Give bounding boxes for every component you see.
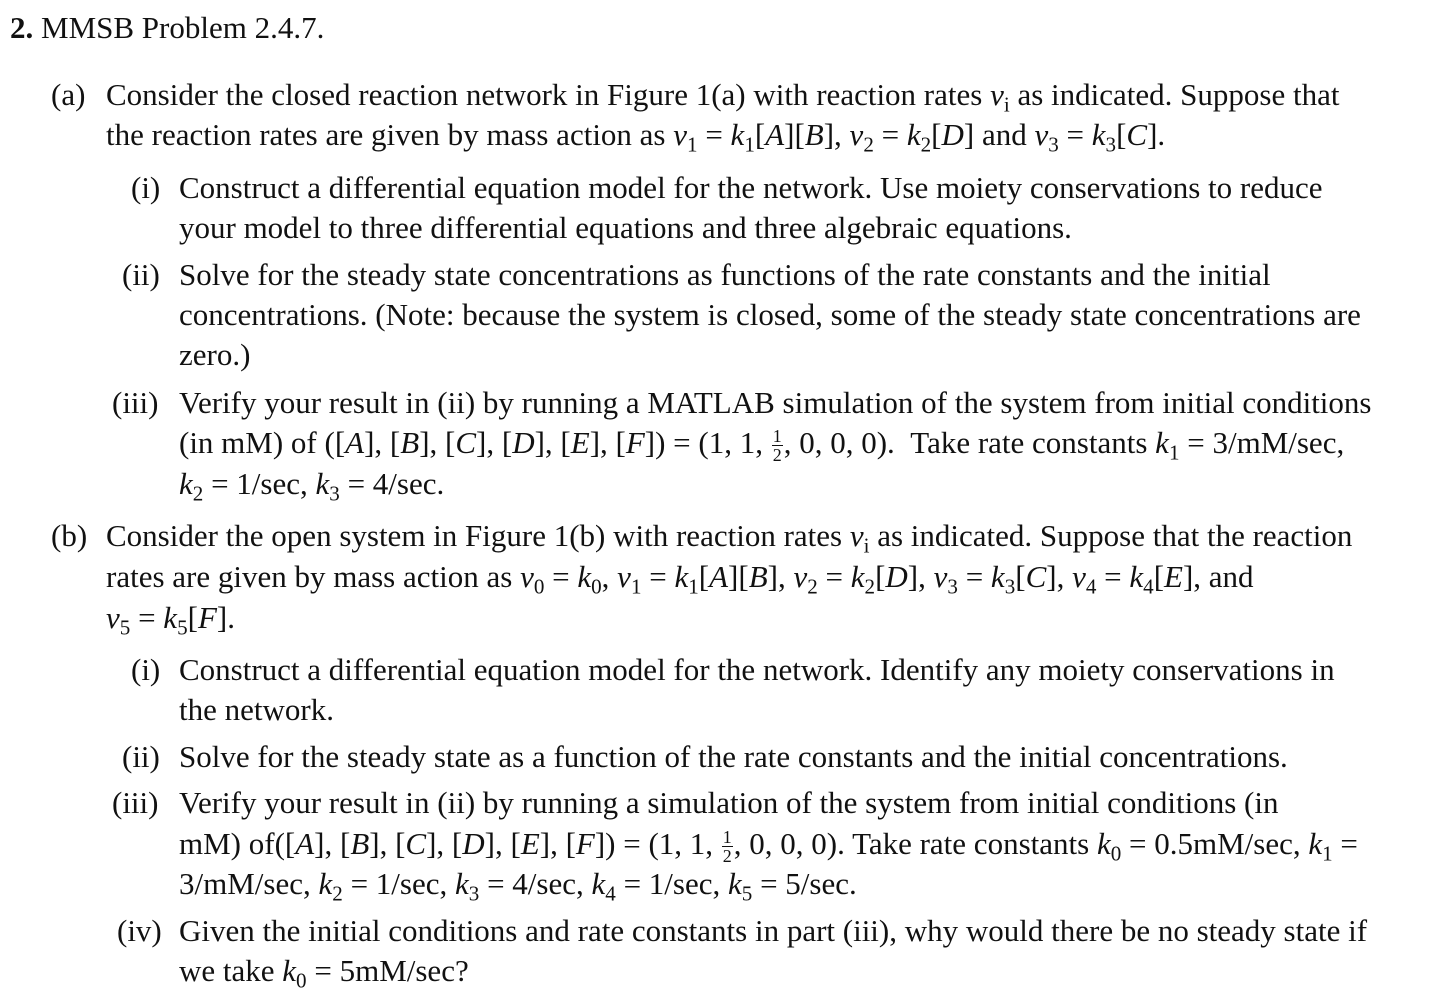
part-a-i-line-1: Construct a differential equation model for the network. Use moiety conservations to reduce: [179, 170, 1323, 205]
part-a-rate-v1: $v_1 = k_1[A][B]$, $v_2 = k_2[D]$ and $v_3 = k_3[C]$.: [673, 117, 1166, 157]
part-a-iii-label: (iii): [112, 385, 159, 420]
part-b-ii-label: (ii): [122, 739, 160, 774]
part-a-label: (a): [51, 77, 86, 112]
part-b-label: (b): [51, 518, 88, 553]
problem-title: MMSB Problem 2.4.7.: [41, 10, 325, 45]
part-a-i-line-2: your model to three differential equations and three algebraic equations.: [179, 210, 1072, 245]
part-b-iii-line-1: Verify your result in (ii) by running a simulation of the system from initial conditions (in: [179, 785, 1279, 820]
problem-header: [10, 8, 324, 48]
part-a-ii-line-3: zero.): [179, 337, 251, 372]
part-b-i-line-2: the network.: [179, 692, 334, 727]
part-b-iii-line-3: 3/mM/sec, $k_2 = 1/\sec$, $k_3 = 4/\sec$, $k_4 = 1/\sec$, $k_5 = 5/\sec$.: [179, 866, 857, 906]
part-b-line-2: rates are given by mass action as $v_0 = k_0$, $v_1 = k_1[A][B]$, $v_2 = k_2[D]$, $v_3 = k_3[C]$, $v_4 = k_4[E]$, and: [106, 559, 1254, 599]
part-a-text: the reaction rates are given by mass action as: [106, 117, 666, 152]
part-b-ii-line-1: Solve for the steady state as a function of the rate constants and the initial concentrations.: [179, 739, 1288, 774]
part-a-iii-line-2: (in mM) of ([A], [B], [C], [D], [E], [F]) = (1, 1, $\frac{1}{2}$ , 0, 0, 0). Take rate constants $k_1 = 3/mM/\sec$,: [179, 425, 1345, 465]
part-b-line-1: Consider the open system in Figure 1(b) with reaction rates $v_i$ as indicated. Suppose that the reaction: [106, 518, 1353, 558]
part-a-ii-line-2: concentrations. (Note: because the system is closed, some of the steady state concentrations are: [179, 297, 1361, 332]
part-b-i-line-1: Construct a differential equation model for the network. Identify any moiety conservations in: [179, 652, 1335, 687]
part-b-iv-label: (iv): [117, 913, 162, 948]
part-a-i-label: (i): [131, 170, 161, 205]
part-b-i-label: (i): [131, 652, 161, 687]
part-a-text: as indicated. Suppose that: [1017, 77, 1340, 112]
part-a-line-1: Consider the closed reaction network in Figure 1(a) with reaction rates $v_i$ as indicated. Suppose that: [106, 77, 1340, 117]
part-b-iii-label: (iii): [112, 785, 159, 820]
part-b-iv-line-1: Given the initial conditions and rate constants in part (iii), why would there be no steady state if: [179, 913, 1368, 948]
part-a-text: Consider the closed reaction network in Figure 1(a) with reaction rates: [106, 77, 983, 112]
part-a-ii-label: (ii): [122, 257, 160, 292]
initial-conditions-math: ([A], [B], [C], [D], [E], [F]) = (1, 1, $\frac{1}{2}$ , 0, 0, 0).: [274, 826, 845, 866]
part-a-ii-line-1: Solve for the steady state concentrations as functions of the rate constants and the initial: [179, 257, 1271, 292]
part-b-rates: $v_0 = k_0$, $v_1 = k_1[A][B]$, $v_2 = k_2[D]$, $v_3 = k_3[C]$, $v_4 = k_4[E]$, and: [520, 559, 1254, 599]
part-b-iv-line-2: we take $k_0 = 5mM/\sec$?: [179, 953, 469, 993]
part-b-line-3: $v_5 = k_5[F]$.: [106, 600, 235, 640]
problem-number: 2.: [10, 10, 34, 45]
part-a-iii-line-3: $k_2 = 1/\sec$, $k_3 = 4/\sec$.: [179, 466, 445, 506]
part-a-line-2: [106, 115, 1165, 155]
part-a-iii-line-1: Verify your result in (ii) by running a MATLAB simulation of the system from initial conditions: [179, 385, 1372, 420]
initial-conditions-math: ([A], [B], [C], [D], [E], [F]) = (1, 1, $\frac{1}{2}$ , 0, 0, 0).: [324, 425, 895, 465]
part-b-iii-line-2: mM) of([A], [B], [C], [D], [E], [F]) = (1, 1, $\frac{1}{2}$ , 0, 0, 0). Take rate constants $k_0 = 0.5mM/\sec$, $k_1$ =: [179, 826, 1358, 866]
